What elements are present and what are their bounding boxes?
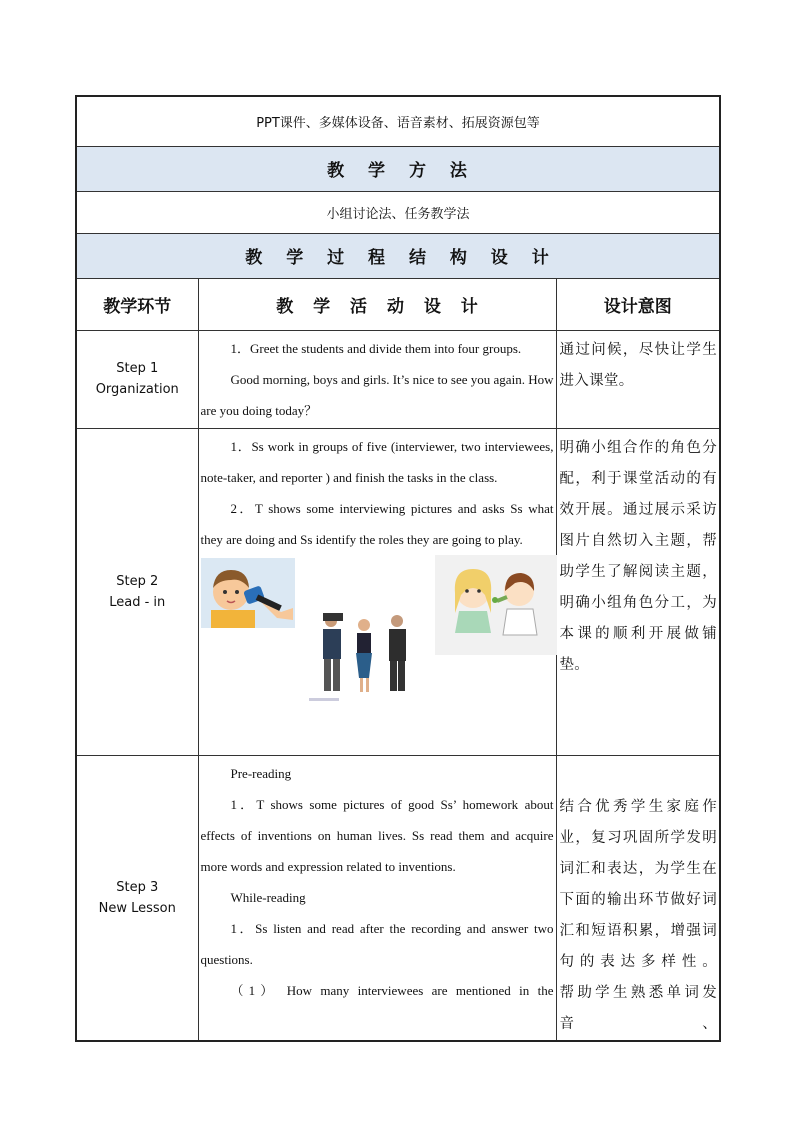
methods-cell: 小组讨论法、任务教学法 <box>76 191 720 233</box>
step1-cell <box>76 330 198 428</box>
step3-activity <box>198 755 556 1041</box>
step2-name: Lead - in <box>109 594 166 610</box>
step2-intent-text: 明确小组合作的角色分配，利于课堂活动的有效开展。通过展示采访图片自然切入主题，帮助学生了解阅读主题，明确小组角色分工，为本课的顺利开展做铺垫。 <box>559 439 718 673</box>
step1-line-2: Good morning, boys and girls. It’s nice to see you again. How are you doing today？ <box>200 371 554 418</box>
step3-line-2: 1．Ss listen and read after the recording and answer two questions. <box>200 920 554 967</box>
step2-cell <box>76 428 198 755</box>
step3-intent <box>556 755 720 1041</box>
header-activity: 教 学 活 动 设 计 <box>198 278 556 330</box>
step1-activity <box>198 330 556 428</box>
reporters-group-picture <box>309 603 419 703</box>
header-stage: 教学环节 <box>76 278 198 330</box>
step1-intent-text: 通过问候，尽快让学生进入课堂。 <box>559 341 718 389</box>
table-row <box>76 755 720 1041</box>
process-title: 教 学 过 程 结 构 设 计 <box>76 233 720 278</box>
step3-cell <box>76 755 198 1041</box>
step3-while-reading: While-reading <box>230 889 306 905</box>
girls-interview-picture <box>435 555 557 655</box>
methods-title: 教 学 方 法 <box>76 146 720 191</box>
lesson-plan-page <box>75 95 719 1042</box>
table-row <box>76 330 720 428</box>
step3-line-3: （1） How many interviewees are mentioned in the <box>230 982 554 998</box>
step1-label: Step 1 <box>116 361 159 376</box>
table-row <box>76 428 720 755</box>
header-intent: 设计意图 <box>556 278 720 330</box>
step3-intent-text-1: 结合优秀学生家庭作业，复习巩固所学发明词汇和表达，为学生在下面的输出环节做好词汇和短语积累，增强词句的表达多样性。 <box>559 798 718 970</box>
step2-line-1: 1．Ss work in groups of five (interviewer, two interviewees, note-taker, and reporter ) and finish the tasks in the class. <box>200 438 554 485</box>
step3-label: Step 3 <box>116 879 159 895</box>
step1-intent <box>556 330 720 428</box>
step3-pre-reading: Pre-reading <box>230 765 292 781</box>
step1-name: Organization <box>95 382 179 397</box>
step2-activity <box>198 428 556 755</box>
step1-line-1: 1．Greet the students and divide them into four groups. <box>230 340 522 356</box>
lesson-plan-table <box>75 95 721 1042</box>
step2-intent <box>556 428 720 755</box>
interview-pictures <box>201 555 554 705</box>
step3-line-1: 1．T shows some pictures of good Ss’ homework about effects of inventions on human lives. Ss read them and acquire more words and expression related to inventions. <box>200 796 554 874</box>
step3-intent-text-2: 帮助学生熟悉单词发音、 <box>559 984 718 1032</box>
step2-line-2: 2．T shows some interviewing pictures and asks Ss what they are doing and Ss identify the roles they are going to play. <box>200 500 554 547</box>
resources-cell: PPT课件、多媒体设备、语音素材、拓展资源包等 <box>76 96 720 146</box>
boy-interview-picture <box>201 558 295 628</box>
step2-label: Step 2 <box>116 573 159 589</box>
step3-name: New Lesson <box>98 900 176 916</box>
